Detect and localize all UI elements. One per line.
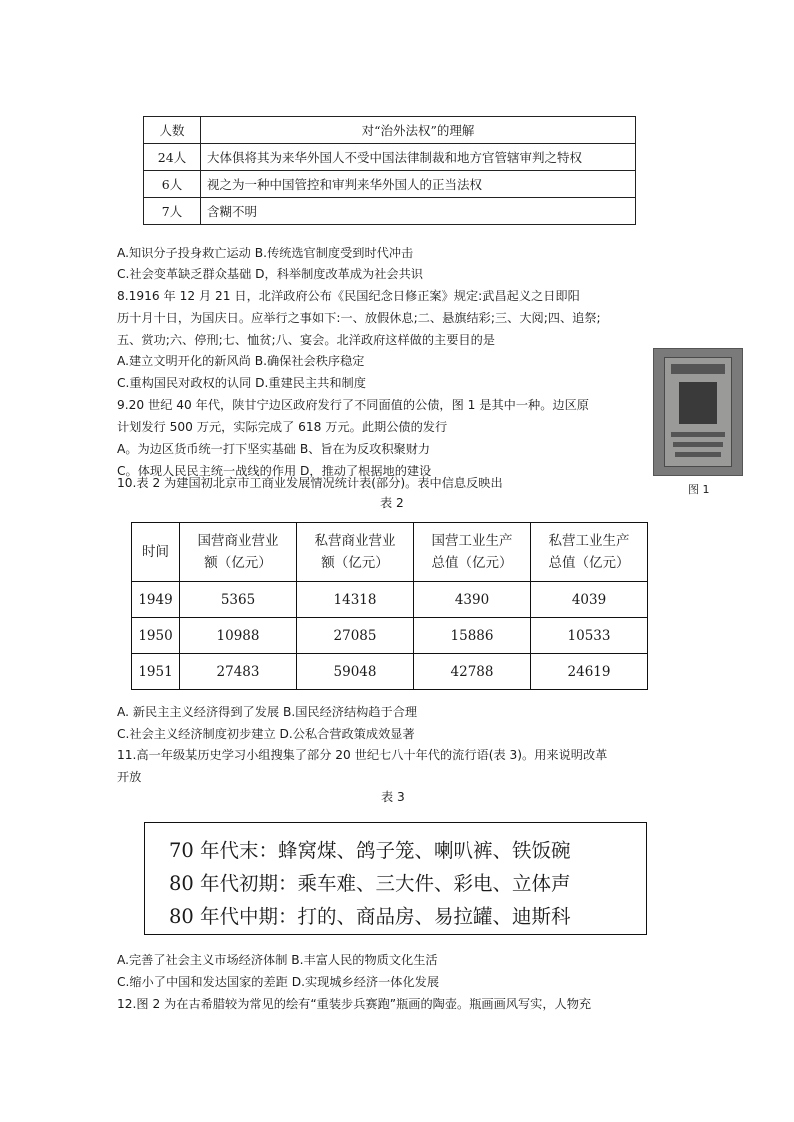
table-cell: 1950 (132, 618, 180, 654)
q9-option-cd: C。体现人民民主统一战线的作用 D，推动了根据地的建设 (117, 464, 432, 478)
table-cell: 含糊不明 (201, 198, 636, 225)
table-row (144, 144, 636, 171)
q10-option-ab: A. 新民主主义经济得到了发展 B.国民经济结构趋于合理 (117, 705, 418, 719)
table-cell: 24619 (531, 654, 648, 690)
table-row (132, 582, 648, 618)
table-2-title: 表 2 (380, 496, 404, 510)
table-2-header-state-commerce: 国营商业营业 额（亿元） (180, 523, 297, 582)
q9-stem-line-1: 9.20 世纪 40 年代，陕甘宁边区政府发行了不同面值的公债，图 1 是其中一种。边区原 (117, 398, 589, 412)
table-cell: 6人 (144, 171, 201, 198)
q11-option-ab: A.完善了社会主义市场经济体制 B.丰富人民的物质文化生活 (117, 953, 438, 967)
table-cell: 4039 (531, 582, 648, 618)
table-cell: 1949 (132, 582, 180, 618)
table-cell: 大体俱将其为来华外国人不受中国法律制裁和地方官管辖审判之特权 (201, 144, 636, 171)
table-3-popular-phrases (144, 822, 647, 935)
table-2-header-time: 时间 (132, 523, 180, 582)
table-cell: 42788 (414, 654, 531, 690)
q11-stem-line-2: 开放 (117, 770, 142, 784)
table-1-header-understanding: 对“治外法权”的理解 (201, 117, 636, 144)
table-cell: 5365 (180, 582, 297, 618)
table-cell: 1951 (132, 654, 180, 690)
q10-stem: 10.表 2 为建国初北京市工商业发展情况统计表(部分)。表中信息反映出 (117, 476, 503, 490)
table-row (144, 198, 636, 225)
figure-1-caption: 图 1 (688, 483, 710, 496)
q8-stem-line-1: 8.1916 年 12 月 21 日，北洋政府公布《民国纪念日修正案》规定:武昌起义之日即阳 (117, 289, 580, 303)
q11-stem-line-1: 11.高一年级某历史学习小组搜集了部分 20 世纪七八十年代的流行语(表 3)。用来说明改革 (117, 748, 608, 762)
q8-option-cd: C.重构国民对政权的认同 D.重建民主共和制度 (117, 376, 366, 390)
q8-stem-line-2: 历十月十日，为国庆日。应举行之事如下:一、放假休息;二、悬旗结彩;三、大阅;四、追祭; (117, 311, 601, 325)
q8-stem-line-3: 五、赏功;六、停刑;七、恤贫;八、宴会。北洋政府这样做的主要目的是 (117, 333, 495, 347)
table-1-header-count: 人数 (144, 117, 201, 144)
table-cell: 27085 (297, 618, 414, 654)
q12-stem-line-1: 12.图 2 为在古希腊较为常见的绘有“重装步兵赛跑”瓶画的陶壶。瓶画画风写实，人物充 (117, 997, 592, 1011)
q11-option-cd: C.缩小了中国和发达国家的差距 D.实现城乡经济一体化发展 (117, 975, 440, 989)
table-row (132, 654, 648, 690)
phrase-row-late-70s: 70 年代末：蜂窝煤、鸽子笼、喇叭裤、铁饭碗 (169, 839, 571, 862)
q9-stem-line-2: 计划发行 500 万元，实际完成了 618 万元。此期公债的发行 (117, 420, 448, 434)
table-cell: 4390 (414, 582, 531, 618)
table-row (132, 618, 648, 654)
table-3-title: 表 3 (381, 790, 405, 804)
table-2-header-state-industry: 国营工业生产 总值（亿元） (414, 523, 531, 582)
table-cell: 7人 (144, 198, 201, 225)
table-cell: 27483 (180, 654, 297, 690)
table-cell: 14318 (297, 582, 414, 618)
q8-option-ab: A.建立文明开化的新风尚 B.确保社会秩序稳定 (117, 354, 365, 368)
table-1-extraterritoriality (143, 116, 636, 225)
q10-option-cd: C.社会主义经济制度初步建立 D.公私合营政策成效显著 (117, 727, 415, 741)
figure-1-war-bond-image (653, 348, 743, 476)
bond-paper (664, 357, 732, 467)
table-1-header (144, 117, 636, 144)
table-cell: 视之为一种中国管控和审判来华外国人的正当法权 (201, 171, 636, 198)
table-cell: 10988 (180, 618, 297, 654)
q9-option-ab: A。为边区货币统一打下坚实基础 B、旨在为反攻积聚财力 (117, 442, 431, 456)
q7-option-cd: C.社会变革缺乏群众基础 D，科举制度改革成为社会共识 (117, 267, 423, 281)
table-2-header (132, 523, 648, 582)
phrase-row-early-80s: 80 年代初期：乘车难、三大件、彩电、立体声 (169, 872, 571, 895)
phrase-row-mid-80s: 80 年代中期：打的、商品房、易拉罐、迪斯科 (169, 905, 571, 928)
table-cell: 10533 (531, 618, 648, 654)
table-2-beijing-commerce (131, 522, 648, 690)
table-cell: 15886 (414, 618, 531, 654)
table-2-header-private-industry: 私营工业生产 总值（亿元） (531, 523, 648, 582)
table-cell: 24人 (144, 144, 201, 171)
table-row (144, 171, 636, 198)
table-2-header-private-commerce: 私营商业营业 额（亿元） (297, 523, 414, 582)
q7-option-ab: A.知识分子投身救亡运动 B.传统选官制度受到时代冲击 (117, 246, 414, 260)
table-cell: 59048 (297, 654, 414, 690)
